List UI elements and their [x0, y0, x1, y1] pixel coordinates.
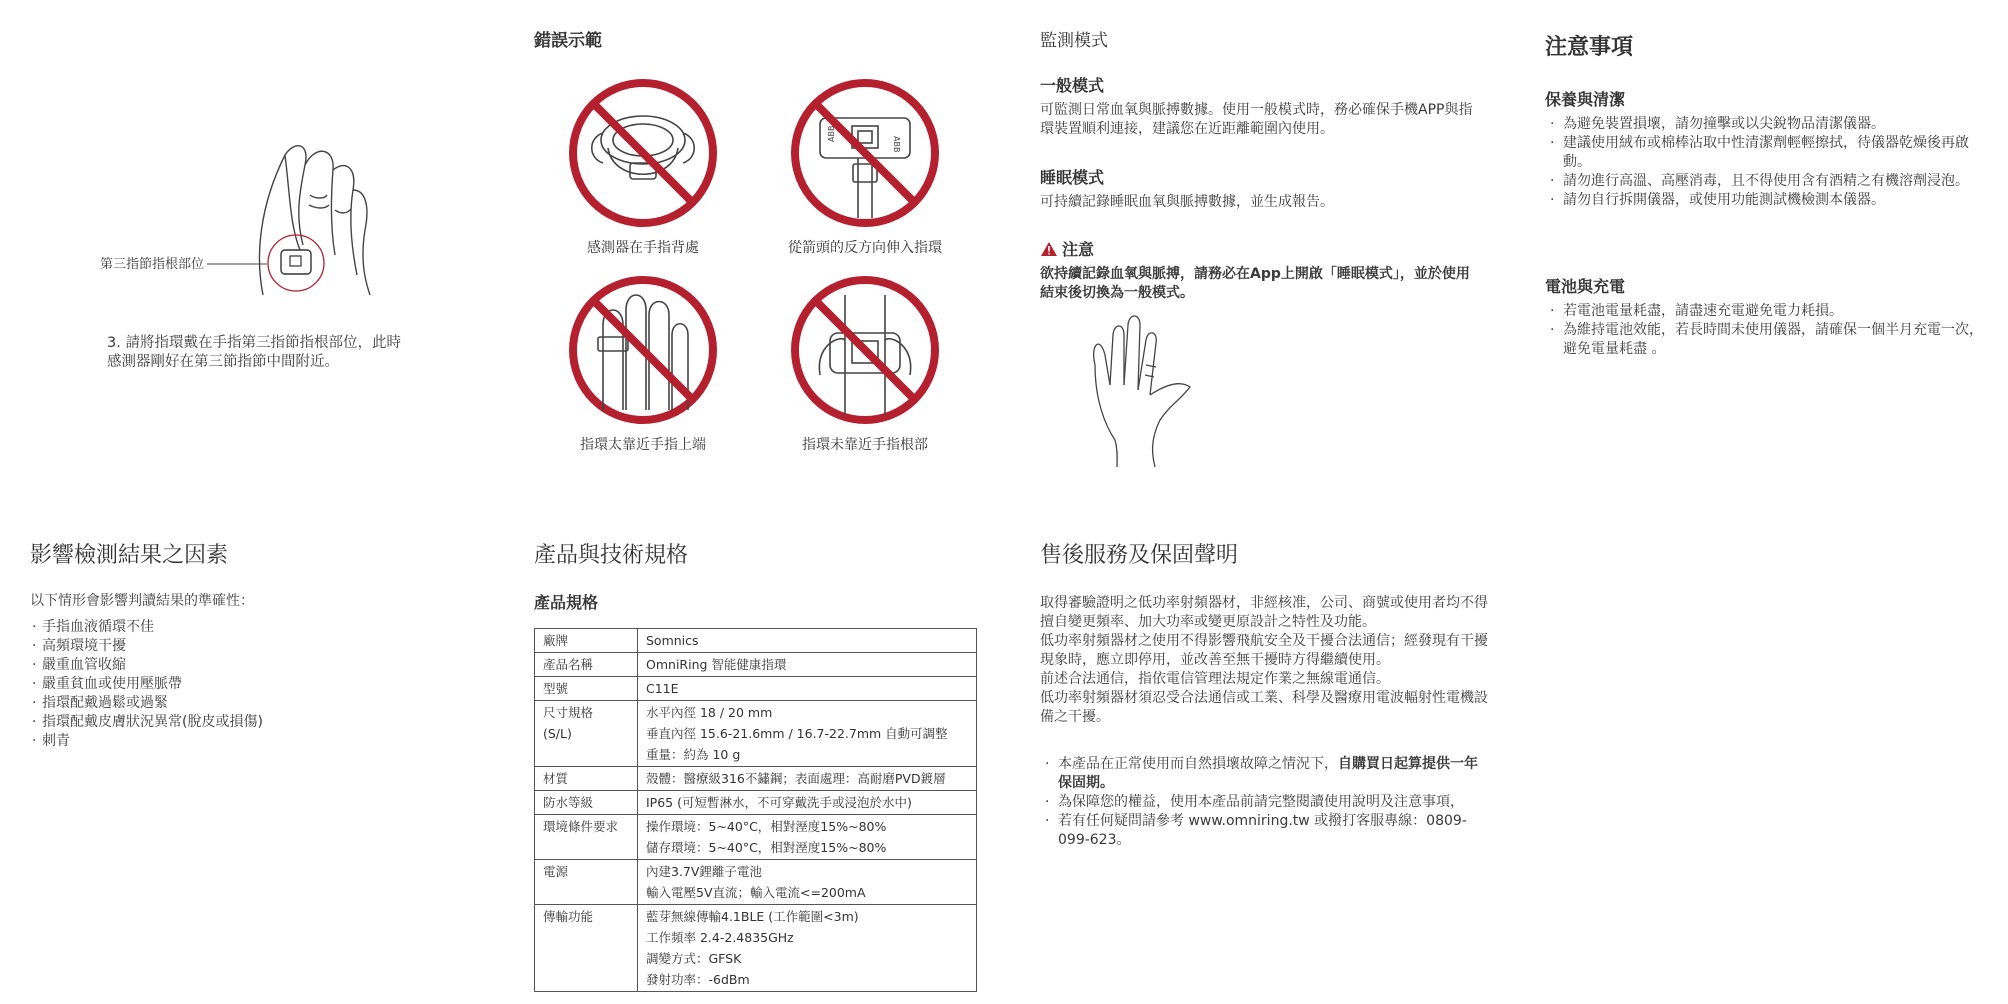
ring-mark-right: ABB	[892, 136, 901, 153]
table-row	[535, 653, 977, 677]
spec-value-line: 儲存環境：5~40°C，相對溼度15%~80%	[646, 840, 887, 855]
factors-list	[30, 618, 410, 751]
prohibited-ring-not-at-base-icon	[790, 275, 940, 425]
spec-value-line: 垂直內徑 15.6-21.6mm / 16.7-22.7mm 自動可調整	[646, 726, 948, 741]
list-item: · 為避免裝置損壞，請勿撞擊或以尖銳物品清潔儀器。	[1545, 115, 1990, 134]
spec-value	[638, 653, 977, 677]
hand-with-ring-illustration	[1080, 305, 1220, 470]
spec-key	[535, 791, 638, 815]
spec-key-line: 防水等級	[543, 795, 594, 810]
spec-key	[535, 815, 638, 860]
notes-title: 注意事項	[1545, 35, 1634, 60]
list-item: · 若有任何疑問請參考 www.omniring.tw 或撥打客服專線：0809-099-623。	[1040, 812, 1488, 850]
spec-value-line: 殼體：醫療級316不鏽鋼；表面處理：高耐磨PVD鍍層	[646, 771, 946, 786]
notice-heading	[1040, 237, 1094, 260]
factors-title: 影響檢測結果之因素	[30, 543, 229, 568]
list-item: · 建議使用絨布或棉棒沾取中性清潔劑輕輕擦拭，待儀器乾燥後再啟動。	[1545, 134, 1990, 172]
warranty-period: 自購買日起算提供一年保固期。	[1058, 756, 1478, 791]
table-row	[535, 791, 977, 815]
prohibited-sensor-back-icon	[568, 78, 718, 228]
wrong-example-2	[790, 78, 940, 228]
spec-value	[638, 815, 977, 860]
list-item: · 刺青	[30, 732, 410, 751]
care-list	[1545, 115, 1990, 210]
specs-table-wrap	[534, 628, 977, 992]
service-paragraphs	[1040, 594, 1488, 727]
sleep-mode-title: 睡眠模式	[1040, 168, 1105, 187]
ring-mark-left: ABB	[827, 125, 836, 142]
battery-list	[1545, 302, 1990, 359]
spec-key-line: 廠牌	[543, 633, 569, 648]
table-row	[535, 767, 977, 791]
spec-value-line: IP65 (可短暫淋水，不可穿戴洗手或浸泡於水中)	[646, 795, 912, 810]
spec-value-line: 操作環境：5~40°C，相對溼度15%~80%	[646, 819, 887, 834]
spec-value-line: 調變方式：GFSK	[646, 951, 742, 966]
spec-key	[535, 677, 638, 701]
wrong-example-3-caption: 指環太靠近手指上端	[580, 437, 706, 453]
warranty-text: 本產品在正常使用而自然損壞故障之情況下，	[1058, 756, 1338, 772]
hand-ring-figure	[95, 135, 415, 305]
spec-value-line: 內建3.7V鋰離子電池	[646, 864, 762, 879]
spec-value-line: 水平內徑 18 / 20 mm	[646, 705, 773, 720]
spec-key	[535, 905, 638, 992]
wrong-example-1-caption: 感測器在手指背處	[587, 240, 699, 256]
wrong-example-3	[568, 275, 718, 425]
spec-value	[638, 860, 977, 905]
list-item: · 為維持電池效能，若長時間未使用儀器，請確保一個半月充電一次，避免電量耗盡 。	[1545, 321, 1990, 359]
factors-intro: 以下情形會影響判讀結果的準確性：	[30, 593, 254, 609]
table-row	[535, 860, 977, 905]
spec-value-line: 發射功率：-6dBm	[646, 972, 750, 987]
hand-sketch	[1080, 305, 1220, 470]
spec-key	[535, 629, 638, 653]
spec-key-line: (S/L)	[543, 726, 572, 741]
spec-key	[535, 860, 638, 905]
wrong-example-4	[790, 275, 940, 425]
spec-value-line: 工作頻率 2.4-2.4835GHz	[646, 930, 794, 945]
monitor-title: 監測模式	[1040, 31, 1108, 51]
list-item: · 請勿自行拆開儀器，或使用功能測試機檢測本儀器。	[1545, 191, 1990, 210]
spec-value-line: C11E	[646, 681, 679, 696]
table-row	[535, 701, 977, 767]
list-item: · 為保障您的權益，使用本產品前請完整閱讀使用說明及注意事項，	[1040, 793, 1488, 812]
spec-value-line: 輸入電壓5V直流；輸入電流<=200mA	[646, 885, 866, 900]
list-item: · 若電池電量耗盡，請盡速充電避免電力耗損。	[1545, 302, 1990, 321]
step3-instruction: 3. 請將指環戴在手指第三指節指根部位，此時感測器剛好在第三節指節中間附近。	[107, 335, 401, 370]
list-item: · 指環配戴過鬆或過緊	[30, 694, 410, 713]
list-item: · 指環配戴皮膚狀況異常(脫皮或損傷)	[30, 713, 410, 732]
list-item: · 高頻環境干擾	[30, 637, 410, 656]
spec-key-line: 尺寸規格	[543, 705, 594, 720]
specs-subtitle: 產品規格	[534, 593, 599, 612]
prohibited-ring-too-high-icon	[568, 275, 718, 425]
table-row	[535, 677, 977, 701]
specs-table	[534, 628, 977, 992]
spec-value	[638, 701, 977, 767]
notice-text: 欲持續記錄血氧與脈搏，請務必在App上開啟「睡眠模式」，並於使用結束後切換為一般模式。	[1040, 266, 1470, 301]
spec-value-line: 重量：約為 10 g	[646, 747, 741, 762]
warranty-item	[1040, 755, 1488, 793]
table-row	[535, 815, 977, 860]
service-list	[1040, 755, 1488, 850]
spec-key	[535, 653, 638, 677]
spec-value	[638, 767, 977, 791]
spec-key	[535, 767, 638, 791]
spec-key-line: 產品名稱	[543, 657, 594, 672]
list-item: · 請勿進行高溫、高壓消毒，且不得使用含有酒精之有機溶劑浸泡。	[1545, 172, 1990, 191]
table-row	[535, 905, 977, 992]
service-paragraph: 前述合法通信，指依電信管理法規定作業之無線電通信。	[1040, 671, 1390, 687]
spec-key-line: 環境條件要求	[543, 819, 619, 834]
spec-value	[638, 677, 977, 701]
service-paragraph: 低功率射頻器材須忍受合法通信或工業、科學及醫療用電波輻射性電機設備之干擾。	[1040, 690, 1488, 725]
sleep-mode-text: 可持續記錄睡眠血氧與脈搏數據，並生成報告。	[1040, 194, 1334, 210]
spec-key-line: 電源	[543, 864, 569, 879]
step3-illustration	[95, 135, 415, 305]
table-row	[535, 629, 977, 653]
spec-key-line: 傳輸功能	[543, 909, 594, 924]
spec-value-line: 藍芽無線傳輸4.1BLE (工作範圍<3m)	[646, 909, 859, 924]
step3-label: 第三指節指根部位	[100, 257, 205, 272]
wrong-example-1	[568, 78, 718, 228]
notice-title: 注意	[1062, 240, 1095, 259]
wrong-examples-title: 錯誤示範	[534, 31, 602, 51]
service-paragraph: 低功率射頻器材之使用不得影響飛航安全及干擾合法通信；經發現有干擾現象時，應立即停用，並改善至無干擾時方得繼續使用。	[1040, 633, 1488, 668]
spec-value	[638, 629, 977, 653]
specs-title: 產品與技術規格	[534, 543, 689, 568]
list-item: · 手指血液循環不佳	[30, 618, 410, 637]
wrong-example-2-caption: 從箭頭的反方向伸入指環	[788, 240, 942, 256]
spec-value-line: Somnics	[646, 633, 699, 648]
spec-key	[535, 701, 638, 767]
spec-value	[638, 905, 977, 992]
service-paragraph: 取得審驗證明之低功率射頻器材，非經核准，公司、商號或使用者均不得擅自變更頻率、加大功率或變更原設計之特性及功能。	[1040, 595, 1488, 630]
service-title: 售後服務及保固聲明	[1040, 543, 1239, 568]
general-mode-title: 一般模式	[1040, 76, 1105, 95]
wrong-example-4-caption: 指環未靠近手指根部	[802, 437, 928, 453]
care-title: 保養與清潔	[1545, 90, 1626, 109]
list-item: · 嚴重貧血或使用壓脈帶	[30, 675, 410, 694]
spec-key-line: 型號	[543, 681, 569, 696]
warning-icon	[1040, 241, 1058, 257]
spec-value-line: OmniRing 智能健康指環	[646, 657, 787, 672]
spec-key-line: 材質	[543, 771, 569, 786]
list-item: · 嚴重血管收縮	[30, 656, 410, 675]
prohibited-reverse-direction-icon	[790, 78, 940, 228]
general-mode-text: 可監測日常血氧與脈搏數據。使用一般模式時，務必確保手機APP與指環裝置順利連接，建議您在近距離範圍內使用。	[1040, 102, 1473, 137]
spec-value	[638, 791, 977, 815]
battery-title: 電池與充電	[1545, 277, 1626, 296]
